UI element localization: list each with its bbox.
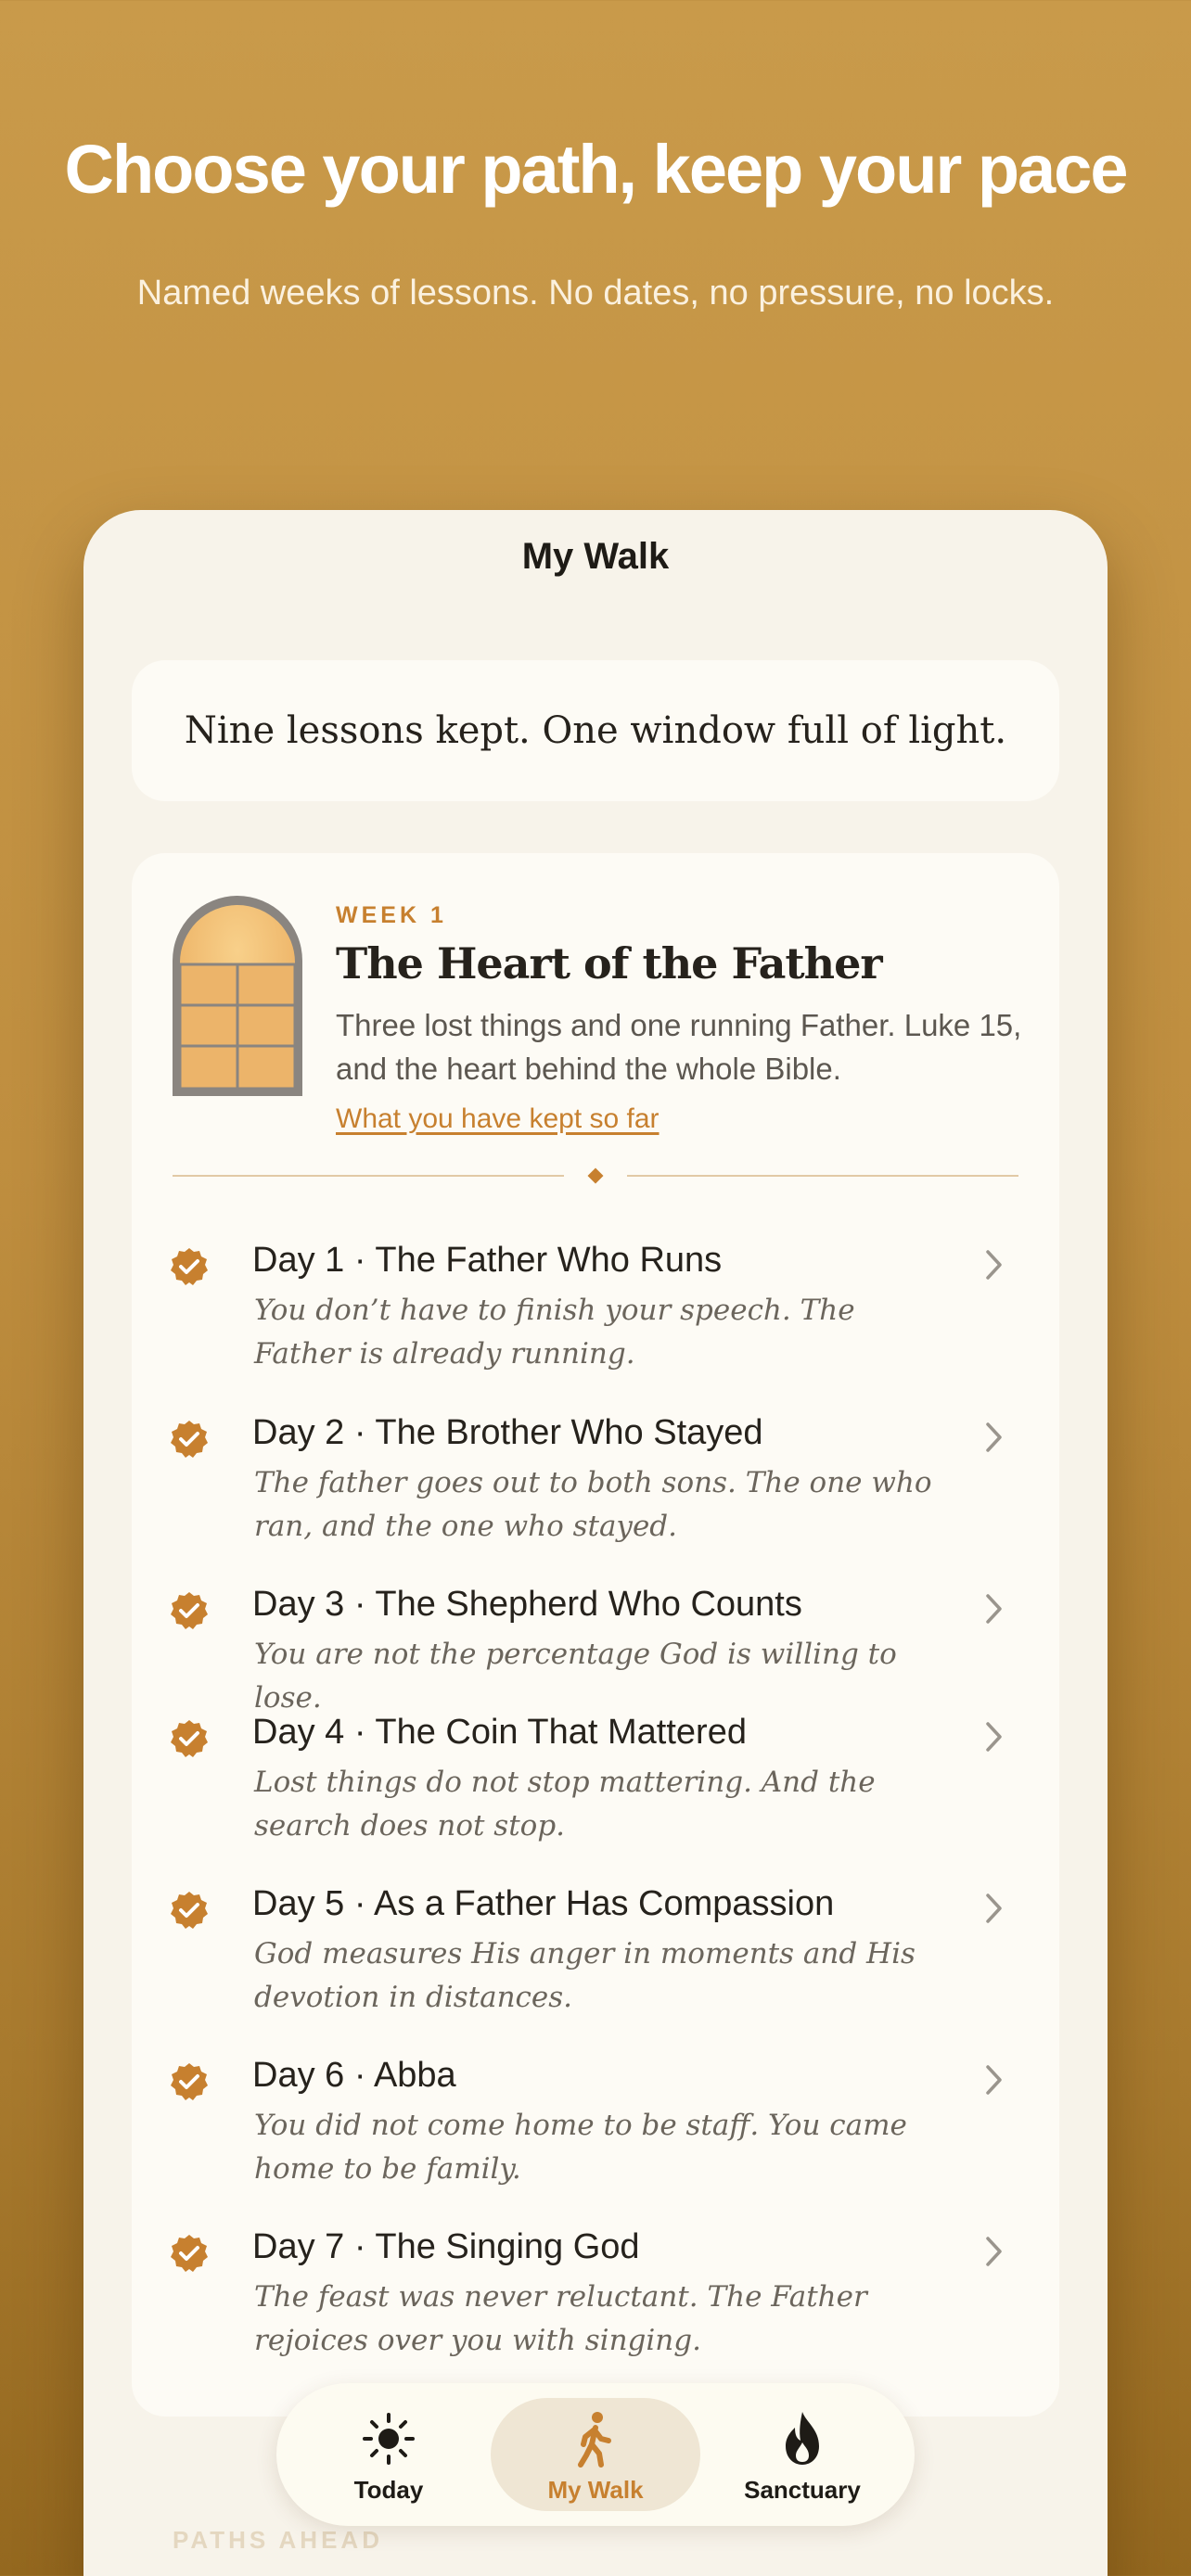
tab-bar xyxy=(276,2383,915,2526)
day-row-6[interactable] xyxy=(169,2056,1022,2195)
chevron-right-icon xyxy=(983,1892,1005,1925)
divider xyxy=(173,1168,1018,1183)
paths-ahead-heading: PATHS AHEAD xyxy=(173,2526,383,2554)
day-title: Day 5 · As a Father Has Compassion xyxy=(252,1884,835,1923)
completed-check-badge-icon xyxy=(169,1718,210,1759)
day-row-7[interactable] xyxy=(169,2227,1022,2366)
day-subtitle: Lost things do not stop mattering. And the search does not stop. xyxy=(254,1766,876,1843)
chevron-right-icon xyxy=(983,2235,1005,2268)
day-subtitle: You don’t have to finish your speech. The Father is already running. xyxy=(254,1294,855,1371)
chevron-right-icon xyxy=(983,1421,1005,1454)
tab-sanctuary[interactable] xyxy=(698,2398,907,2511)
progress-quote-card xyxy=(132,660,1059,801)
tab-label: Today xyxy=(353,2476,424,2504)
chevron-right-icon xyxy=(983,1248,1005,1282)
chevron-right-icon xyxy=(983,2063,1005,2097)
arched-window-icon xyxy=(169,892,306,1100)
walking-person-icon xyxy=(568,2409,623,2468)
diamond-ornament-icon xyxy=(588,1168,604,1184)
day-subtitle: You did not come home to be staff. You came home to be family. xyxy=(254,2109,907,2186)
marketing-headline: Choose your path, keep your pace xyxy=(64,131,1127,208)
day-title: Day 6 · Abba xyxy=(252,2056,456,2095)
chevron-right-icon xyxy=(983,1720,1005,1753)
tab-today[interactable] xyxy=(284,2398,493,2511)
phone-screen xyxy=(83,510,1108,2576)
completed-check-badge-icon xyxy=(169,2233,210,2274)
day-title: Day 7 · The Singing God xyxy=(252,2227,640,2266)
week-card xyxy=(132,853,1059,2417)
completed-check-badge-icon xyxy=(169,1246,210,1287)
divider-line xyxy=(173,1175,564,1177)
page-title: My Walk xyxy=(521,536,670,577)
day-subtitle: The father goes out to both sons. The one who ran, and the one who stayed. xyxy=(254,1466,932,1543)
day-title: Day 3 · The Shepherd Who Counts xyxy=(252,1585,802,1624)
chevron-right-icon xyxy=(983,1592,1005,1626)
week-description: Three lost things and one running Father. Luke 15, and the heart behind the whole Bible. xyxy=(336,1008,1022,1086)
day-row-4[interactable] xyxy=(169,1713,1022,1852)
tab-label: Sanctuary xyxy=(744,2476,861,2504)
day-subtitle: You are not the percentage God is willing to lose. xyxy=(254,1638,897,1715)
day-row-5[interactable] xyxy=(169,1884,1022,2023)
day-row-3[interactable] xyxy=(169,1585,1022,1715)
completed-check-badge-icon xyxy=(169,1890,210,1931)
completed-check-badge-icon xyxy=(169,1590,210,1631)
progress-quote: Nine lessons kept. One window full of light. xyxy=(184,709,1007,752)
kept-so-far-link[interactable]: What you have kept so far xyxy=(336,1103,660,1134)
completed-check-badge-icon xyxy=(169,1419,210,1460)
day-title: Day 1 · The Father Who Runs xyxy=(252,1241,723,1280)
day-subtitle: God measures His anger in moments and His devotion in distances. xyxy=(254,1937,916,2014)
day-title: Day 2 · The Brother Who Stayed xyxy=(252,1413,763,1452)
marketing-subline: Named weeks of lessons. No dates, no pressure, no locks. xyxy=(136,274,1055,312)
day-title: Day 4 · The Coin That Mattered xyxy=(252,1713,747,1752)
divider-line xyxy=(627,1175,1018,1177)
tab-label: My Walk xyxy=(547,2476,644,2504)
completed-check-badge-icon xyxy=(169,2061,210,2102)
tab-my-walk[interactable] xyxy=(491,2398,700,2511)
sun-icon xyxy=(361,2409,416,2468)
week-title: The Heart of the Father xyxy=(336,938,882,988)
flame-icon xyxy=(775,2409,830,2468)
week-label: WEEK 1 xyxy=(336,902,447,928)
day-row-1[interactable] xyxy=(169,1241,1022,1380)
day-subtitle: The feast was never reluctant. The Father rejoices over you with singing. xyxy=(254,2280,867,2357)
day-row-2[interactable] xyxy=(169,1413,1022,1552)
